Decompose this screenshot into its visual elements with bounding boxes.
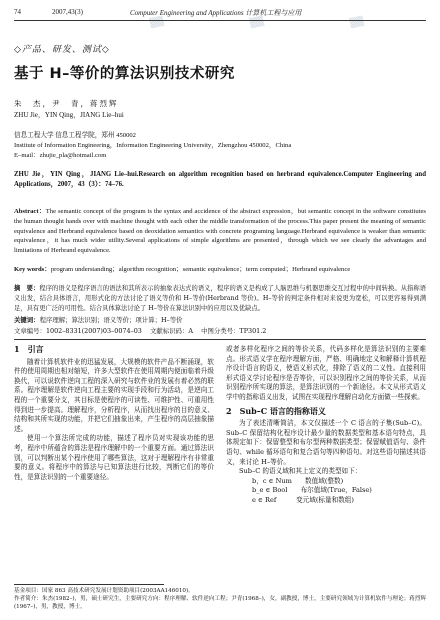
section-tag: ◇产品、研发、测试◇ (14, 45, 110, 55)
abstract-en-label: Abstract： (14, 208, 46, 215)
domain-list (226, 477, 426, 506)
section2-heading: 2 Sub–C 语言的指称语义 (226, 405, 326, 416)
journal-name: Computer Engineering and Applications 计算机工程与应用 (130, 9, 302, 17)
email: E–mail：zhujie_pla@hotmail.com (14, 152, 107, 159)
citation-main: ZHU Jie，YIN Qing，JIANG Lie–hui.Research on algorithm recognition based on herbrand equivalence.Computer Engineering and Applications， (14, 171, 426, 188)
abstract-cn-text: 程序的语义是程序语言的语法和其所表示的抽象表达式的语义，程序的语义是构成了人脑思维与机器思维交互过程中的中间转换。从指称语义出发，结合具体语言，用形式化的方法讨论了语义等价和 H–等价(Herbrand 等价)。H–等价的判定条件相对来说更为宽松，可以更容易得到满足，具有更广泛的可用性。结合具体算法讨论了 H–等价在算法识别中的应用以及优缺点。 (14, 285, 427, 312)
affiliation-en: Institute of Information Engineering，Information Engineering University，Zhengzhou 450002，China (14, 142, 292, 149)
document-code: 文献标识码：A (149, 327, 193, 335)
domain-item: b，c ∈ Num 数值域(整数) (252, 476, 344, 485)
abstract-cn-label: 摘 要： (14, 285, 40, 292)
citation-tail: 2007，43（3）：74–76. (57, 181, 124, 188)
year-issue: 2007,43(3) (52, 8, 83, 16)
article-number: 文章编号：1002–8331(2007)03–0074–03 (14, 327, 142, 335)
keywords-en (14, 265, 426, 275)
classification-line (14, 326, 426, 335)
watermark: ▒▒ (249, 16, 265, 30)
section1-paragraph: 随着计算机软件业的迅猛发展，大规模的软件产品不断涌现，软件的使用周期也相对缩短，许多大型软件在使用周期内便面临着升级换代，可以说软件逆向工程的深入研究与软件业的发展有着必然的联系。程序理解是软件逆向工程主要的实现手段和行为活动，是逆向工程的一个重要分支，其目标是使程序的可读性、可维护性、可重用性得到进一步提高。理解程序，分析程序，从而找出程序的目的意义、结构和其所实现的功能，并把它们抽象出来，产生程序的高层抽象描述。 (14, 357, 214, 433)
fund-note: 基金项目：国家 863 高技术研究发展计划资助项目(2003AA146010)。 (14, 588, 194, 594)
abstract-en (14, 207, 426, 256)
section1-paragraph: 使用一个算法所完成的功能，描述了程序员对实现该功能的思考，程序中所蕴含的算法是程序理解中的一个重要方面。通过算法识别，可以判断出某个程序使用了哪些算法，这对于理解程序有非常重要的意义。将程序中的算法与已知算法进行比较，判断它们的等价性，是算法识别的一个重要途径。 (14, 434, 214, 481)
domain-item: e ∈ Ref 变元域(标量和数组) (252, 495, 354, 504)
authors-cn: 朱 杰，尹 青，蒋烈辉 (14, 99, 119, 108)
section1-heading: 1 引言 (14, 345, 44, 354)
right-intro-paragraph: 或者多样化程序之间的等价关系，代码多样化是算法识别的主要难点。形式语义学在程序理解方面，严格、明确地定义和解释计算机程序设计语言的语义，使语义形式化，排除了语义的二义性。直接利用形式语义学讨论程序是否等价，可以识别程序之间的等价关系，从而识别程序所实现的算法，是算法识别的一个新途径。本文从形式语义学中的指称语义出发，试图在实现程序理解自动化方面做一些探索。 (226, 345, 426, 401)
left-column (14, 345, 214, 581)
right-column (226, 345, 426, 581)
abstract-en-text: The semantic concept of the program is the syntax and accidence of the abstract expression，but semantic concept in the software constitutes the human thought hands over with machine thought with each other the middle transformation of the process.This paper present the meaning of semantic equivalence and Herbrand equivalence based on deoxidation semantics with concrete programing language.Herbrand equivalence is weaker than semantic equivalence，it has much wider utility.Several applications of simple algorithms are presented，through which we see clearly the advantages and limitations of Herbrand equivalence. (14, 208, 426, 255)
watermark: ▒▒ (149, 16, 165, 30)
watermark: ▒▒ (349, 16, 365, 30)
affiliation (14, 131, 426, 161)
domains-intro: Sub–C 的语义域和其上定义的类型如下： (239, 467, 362, 476)
affiliation-cn: 信息工程大学 信息工程学院，郑州 450002 (14, 132, 136, 139)
section2-paragraph: 为了表述清晰简洁，本文仅描述一个 C 语言的子集(Sub–C)。Sub–C 保留结构化程序设计最少量的数据类型和基本语句特点，具体规定如下：保留整型和布尔型两种数据类型；保留赋值语句、条件语句、while 循环语句和复合语句等四种语句。对这些语句描述其语义，来讨论 H–等价。 (226, 419, 426, 466)
divider-rule (14, 339, 426, 340)
clc-number: 中图分类号：TP301.2 (201, 327, 267, 335)
authors-en: ZHU Jie，YIN Qing，JIANG Lie–hui (14, 111, 124, 119)
abstract-cn (14, 284, 426, 313)
footnote-rule (14, 584, 164, 585)
footnote (14, 587, 426, 611)
keywords-cn (14, 315, 426, 324)
citation (14, 170, 426, 190)
keywords-cn-label: 关键词： (14, 316, 40, 324)
paper-title: 基于 H–等价的算法识别技术研究 (14, 66, 235, 82)
keywords-en-text: program understanding；algorithm recognition；semantic equivalence；term computed；Herbrand equivalence (50, 266, 351, 273)
header-rule (14, 20, 426, 21)
page-number: 74 (14, 8, 21, 16)
keywords-cn-text: 程序理解；算法识别；语义等价；项计算；H–等价 (39, 316, 183, 324)
domain-item: b_e ∈ Bool 布尔值域(True，False) (252, 486, 372, 495)
author-bio: 作者简介：朱杰(1982–)，男，硕士研究生，主要研究方向：程序理解、软件逆向工程；尹青(1968–)，女，副教授，博士，主要研究领域为计算机软件与理论；蒋烈辉(1967–)，男，教授，博士。 (14, 596, 426, 610)
keywords-en-label: Key words： (14, 266, 51, 273)
